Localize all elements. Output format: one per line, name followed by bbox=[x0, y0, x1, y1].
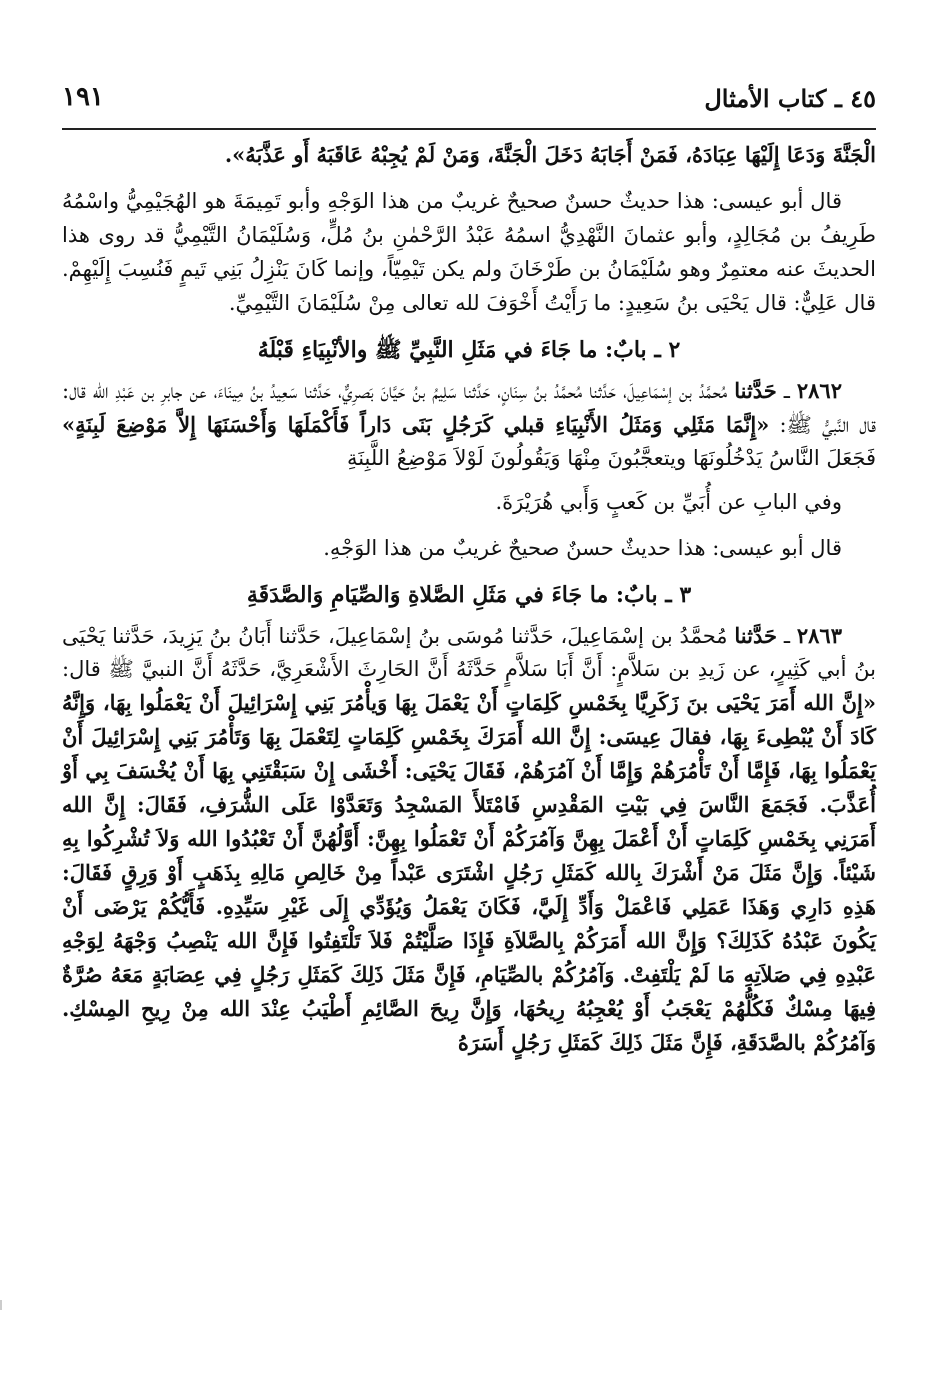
page-header bbox=[62, 78, 876, 118]
chapter-commentary: قال أبو عيسى: هذا حديثٌ حسنٌ صحيحٌ غريبٌ من هذا الوَجْهِ. bbox=[323, 536, 842, 560]
hadith-chain: مُحمَّدُ بن إسْمَاعِيلَ، حَدَّثنا مُوسَى بنُ إسْمَاعِيلَ، حَدَّثنا أَبَانُ بنُ يَزِيدَ، حَدَّثنا يَحْيَى بنُ أبي كَثِيرٍ، عن زَيدِ بن سَلاَّمٍ: أَنَّ أَبَا سَلاَّمٍ حَدَّثَهُ أَنَّ الحَارِثَ الأَشْعَرِيَّ، حَدَّثَهُ أَنَّ النبيَّ ﷺ قال: bbox=[62, 624, 876, 681]
chapter-note: وفي البابِ عن أُبَيِّ بن كَعبٍ وَأَبي هُرَيْرَةَ. bbox=[495, 490, 842, 514]
chapter-title-3: ٣ ـ بابٌ: ما جَاءَ في مَثَلِ الصَّلاةِ وَالصِّيَامِ وَالصَّدَقَةِ bbox=[246, 582, 692, 608]
hadith-lead: حَدَّثنا bbox=[734, 378, 777, 403]
page-body bbox=[62, 138, 876, 1070]
hadith-quote: «إِنَّ الله أَمَرَ يَحْيَى بنَ زَكَرِيَّا بِخَمْسِ كَلِمَاتٍ أَنْ يَعْمَلَ بِهَا وَيأْمُرَ بَنِي إِسْرَائِيلَ أَنْ يَعْمَلُوا بِهَا، وَإِنَّهُ كَادَ أَنْ يُبْطِىءَ بِهَا، فقالَ عِيسَى: إِنَّ الله أَمَرَكَ بِخَمْسِ كَلِمَاتٍ لِتَعْمَلَ بِهَا وَتَأْمُرَ بَنِي إِسْرَائِيلَ أَنْ يَعْمَلُوا بِهَا، فَإِمَّا أَنْ تَأْمُرَهُمْ وَإِمَّا أَنْ آمُرَهُمْ، فَقَالَ يَحْيَى: أَخْشَى إِنْ سَبَقْتَنِي بِهَا أَنْ يُخْسَفَ بِي أَوْ أُعَذَّبَ. فَجَمَعَ النَّاسَ فِي بَيْتِ المَقْدِسِ فَامْتَلأَ المَسْجِدُ وَتَعَدَّوْا عَلَى الشُّرَفِ، فَقَالَ: إِنَّ الله أَمَرَنِي بِخَمْسِ كَلِمَاتٍ أَنْ أَعْمَلَ بِهِنَّ وَآمُرَكُمْ أَنْ تَعْمَلُوا بِهِنَّ: أَوَّلُهُنَّ أَنْ تَعْبُدُوا الله وَلاَ تُشْرِكُوا بِهِ شَيْئاً. وَإِنَّ مَثَلَ مَنْ أَشْرَكَ بِالله كَمَثَلِ رَجُلٍ اشْتَرَى عَبْداً مِنْ خَالِصِ مَالِهِ بِذَهَبٍ أَوْ وَرِقٍ فَقَالَ: هَذِهِ دَارِي وَهَذَا عَمَلِي فَاعْمَلْ وَأَدِّ إِلَيَّ، فَكَانَ يَعْمَلُ وَيُؤَدِّي إِلَى غَيْرِ سَيِّدِهِ. فَأَيُّكُمْ يَرْضَى أَنْ يَكُونَ عَبْدُهُ كَذَلِكَ؟ وَإِنَّ الله أَمَرَكُمْ بِالصَّلاَةِ فَإِذَا صَلَّيْتُمْ فَلاَ تَلْتَفِتُوا فَإِنَّ الله يَنْصِبُ وَجْهَهُ لِوَجْهِ عَبْدِهِ فِي صَلاَتِهِ مَا لَمْ يَلْتَفِتْ. وَآمُرُكُمْ بالصِّيَامِ، فَإِنَّ مَثَلَ ذَلِكَ كَمَثَلِ رَجُلٍ فِي عِصَابَةٍ مَعَهُ صُرَّةٌ فِيهَا مِسْكٌ فَكُلُّهُمْ يَعْجَبُ أَوْ يُعْجِبُهُ رِيحُهَا، وَإِنَّ رِيحَ الصَّائِمِ أَطْيَبُ عِنْدَ الله مِنْ رِيحِ المِسْكِ. وَآمُرُكُمْ بالصَّدَقَةِ، فَإِنَّ مَثَلَ ذَلِكَ كَمَثَلِ رَجُلٍ أَسَرَهُ bbox=[62, 690, 876, 1055]
running-title: ٤٥ ـ كتاب الأمثال bbox=[704, 84, 876, 113]
hadith-number: ٢٨٦٣ bbox=[796, 623, 842, 648]
hadith-2863: ٢٨٦٣ ـ حَدَّثنا مُحمَّدُ بن إسْمَاعِيلَ، حَدَّثنا مُوسَى بنُ إسْمَاعِيلَ، حَدَّثنا أَبَانُ بنُ يَزِيدَ، حَدَّثنا يَحْيَى بنُ أبي كَثِيرٍ، عن زَيدِ بن سَلاَّمٍ: أَنَّ أَبَا سَلاَّمٍ حَدَّثَهُ أَنَّ الحَارِثَ الأَشْعَرِيَّ، حَدَّثَهُ أَنَّ النبيَّ ﷺ قال: «إِنَّ الله أَمَرَ يَحْيَى بنَ زَكَرِيَّا بِخَمْسِ كَلِمَاتٍ أَنْ يَعْمَلَ بِهَا وَيأْمُرَ بَنِي إِسْرَائِيلَ أَنْ يَعْمَلُوا بِهَا، وَإِنَّهُ كَادَ أَنْ يُبْطِىءَ بِهَا، فقالَ عِيسَى: إِنَّ الله أَمَرَكَ بِخَمْسِ كَلِمَاتٍ لِتَعْمَلَ بِهَا وَتَأْمُرَ بَنِي إِسْرَائِيلَ أَنْ يَعْمَلُوا بِهَا، فَإِمَّا أَنْ تَأْمُرَهُمْ وَإِمَّا أَنْ آمُرَهُمْ، فَقَالَ يَحْيَى: أَخْشَى إِنْ سَبَقْتَنِي بِهَا أَنْ يُخْسَفَ بِي أَوْ أُعَذَّبَ. فَجَمَعَ النَّاسَ فِي بَيْتِ المَقْدِسِ فَامْتَلأَ المَسْجِدُ وَتَعَدَّوْا عَلَى الشُّرَفِ، فَقَالَ: إِنَّ الله أَمَرَنِي بِخَمْسِ كَلِمَاتٍ أَنْ أَعْمَلَ بِهِنَّ وَآمُرَكُمْ أَنْ تَعْمَلُوا بِهِنَّ: أَوَّلُهُنَّ أَنْ تَعْبُدُوا الله وَلاَ تُشْرِكُوا بِهِ شَيْئاً. وَإِنَّ مَثَلَ مَنْ أَشْرَكَ بِالله كَمَثَلِ رَجُلٍ اشْتَرَى عَبْداً مِنْ خَالِصِ مَالِهِ بِذَهَبٍ أَوْ وَرِقٍ فَقَالَ: هَذِهِ دَارِي وَهَذَا عَمَلِي فَاعْمَلْ وَأَدِّ إِلَيَّ، فَكَانَ يَعْمَلُ وَيُؤَدِّي إِلَى غَيْرِ سَيِّدِهِ. فَأَيُّكُمْ يَرْضَى أَنْ يَكُونَ عَبْدُهُ كَذَلِكَ؟ وَإِنَّ الله أَمَرَكُمْ بِالصَّلاَةِ فَإِذَا صَلَّيْتُمْ فَلاَ تَلْتَفِتُوا فَإِنَّ الله يَنْصِبُ وَجْهَهُ لِوَجْهِ عَبْدِهِ فِي صَلاَتِهِ مَا لَمْ يَلْتَفِتْ. وَآمُرُكُمْ بالصِّيَامِ، فَإِنَّ مَثَلَ ذَلِكَ كَمَثَلِ رَجُلٍ فِي عِصَابَةٍ مَعَهُ صُرَّةٌ فِيهَا مِسْكٌ فَكُلُّهُمْ يَعْجَبُ أَوْ يُعْجِبُهُ رِيحُهَا، وَإِنَّ رِيحَ الصَّائِمِ أَطْيَبُ عِنْدَ الله مِنْ رِيحِ المِسْكِ. وَآمُرُكُمْ بالصَّدَقَةِ، فَإِنَّ مَثَلَ ذَلِكَ كَمَثَلِ رَجُلٍ أَسَرَهُ bbox=[62, 623, 876, 1055]
hadith-continuation: الْجَنَّةَ وَدَعَا إِلَيْهَا عِبَادَهُ، فَمَنْ أَجَابَهُ دَخَلَ الْجَنَّةَ، وَمَنْ لَمْ يُجِبْهُ عَاقَبَهُ أَو عَذَّبَهُ». bbox=[224, 142, 876, 167]
hadith-chain: مُحمَّدُ بن إسْمَاعِيلَ، حَدَّثنا مُحمَّدُ بنُ سِنَانٍ، حَدَّثنا سَلِيمُ بنُ حَيَّانَ بَصرِيٌّ، حَدَّثنا سَعِيدُ بنُ مِينَاءَ، عن جابرِ بن عَبْدِ الله قال: قال النَّبيُّ ﷺ: bbox=[62, 379, 876, 437]
margin-mark bbox=[0, 1300, 2, 1310]
hadith-2862: ٢٨٦٢ ـ حَدَّثنا مُحمَّدُ بن إسْمَاعِيلَ، حَدَّثنا مُحمَّدُ بنُ سِنَانٍ، حَدَّثنا سَلِيمُ بنُ حَيَّانَ بَصرِيٌّ، حَدَّثنا سَعِيدُ بنُ مِينَاءَ، عن جابرِ بن عَبْدِ الله قال: قال النَّبيُّ ﷺ: «إِنَّمَا مَثَلِي وَمَثَلُ الأَنْبِيَاءِ قبلي كَرَجُلٍ بَنَى دَاراً فَأَكْمَلَهَا وَأَحْسَنَهَا إِلاَّ مَوْضِعَ لَبِنَةٍ» فَجَعَلَ النَّاسُ يَدْخُلُونَهَا ويتعجَّبُونَ مِنْهَا وَيَقُولُونَ لَوْلاَ مَوْضِعُ اللَّبِنَةِ bbox=[62, 378, 876, 470]
hadith-number: ٢٨٦٢ bbox=[796, 378, 842, 403]
hadith-tail: فَجَعَلَ النَّاسُ يَدْخُلُونَهَا ويتعجَّبُونَ مِنْهَا وَيَقُولُونَ لَوْلاَ مَوْضِعُ اللَّبِنَةِ bbox=[346, 446, 876, 470]
hadith-quote: «إِنَّمَا مَثَلِي وَمَثَلُ الأَنْبِيَاءِ قبلي كَرَجُلٍ بَنَى دَاراً فَأَكْمَلَهَا وَأَحْسَنَهَا إِلاَّ مَوْضِعَ لَبِنَةٍ» bbox=[62, 412, 770, 437]
hadith-lead: حَدَّثنا bbox=[734, 623, 777, 648]
chapter-title-2: ٢ ـ بابٌ: ما جَاءَ في مَثَلِ النَّبِيِّ ﷺ والأنْبِيَاءِ قَبْلَهُ bbox=[257, 337, 681, 363]
page-number: ١٩١ bbox=[62, 82, 104, 112]
commentary-paragraph: قال أبو عيسى: هذا حديثٌ حسنٌ صحيحٌ غريبٌ من هذا الوَجْهِ وأبو تَمِيمَةَ هو الهُجَيْمِيُّ واسْمُهُ طَرِيفُ بن مُجَالِدٍ، وأبو عثمانَ النَّهْدِيُّ اسمُهُ عَبْدُ الرَّحْمٰنِ بنُ مُلٍّ، وَسُلَيْمَانُ التَّيْمِيُّ قد روى هذا الحديثَ عنه معتمِرٌ وهو سُلَيْمَانُ بن طَرْخَانَ ولم يكن تَيْمِيّاً، وإنما كَانَ يَنْزِلُ بَنِي تَيمٍ فَنُسِبَ إِلَيْهِمْ. قال عَلِيٌّ: قال يَحْيَى بنُ سَعِيدٍ: ما رَأَيْتُ أَخْوَفَ لله تعالى مِنْ سُلَيْمَانَ التَّيْمِيِّ. bbox=[62, 189, 876, 315]
header-rule bbox=[62, 128, 876, 130]
